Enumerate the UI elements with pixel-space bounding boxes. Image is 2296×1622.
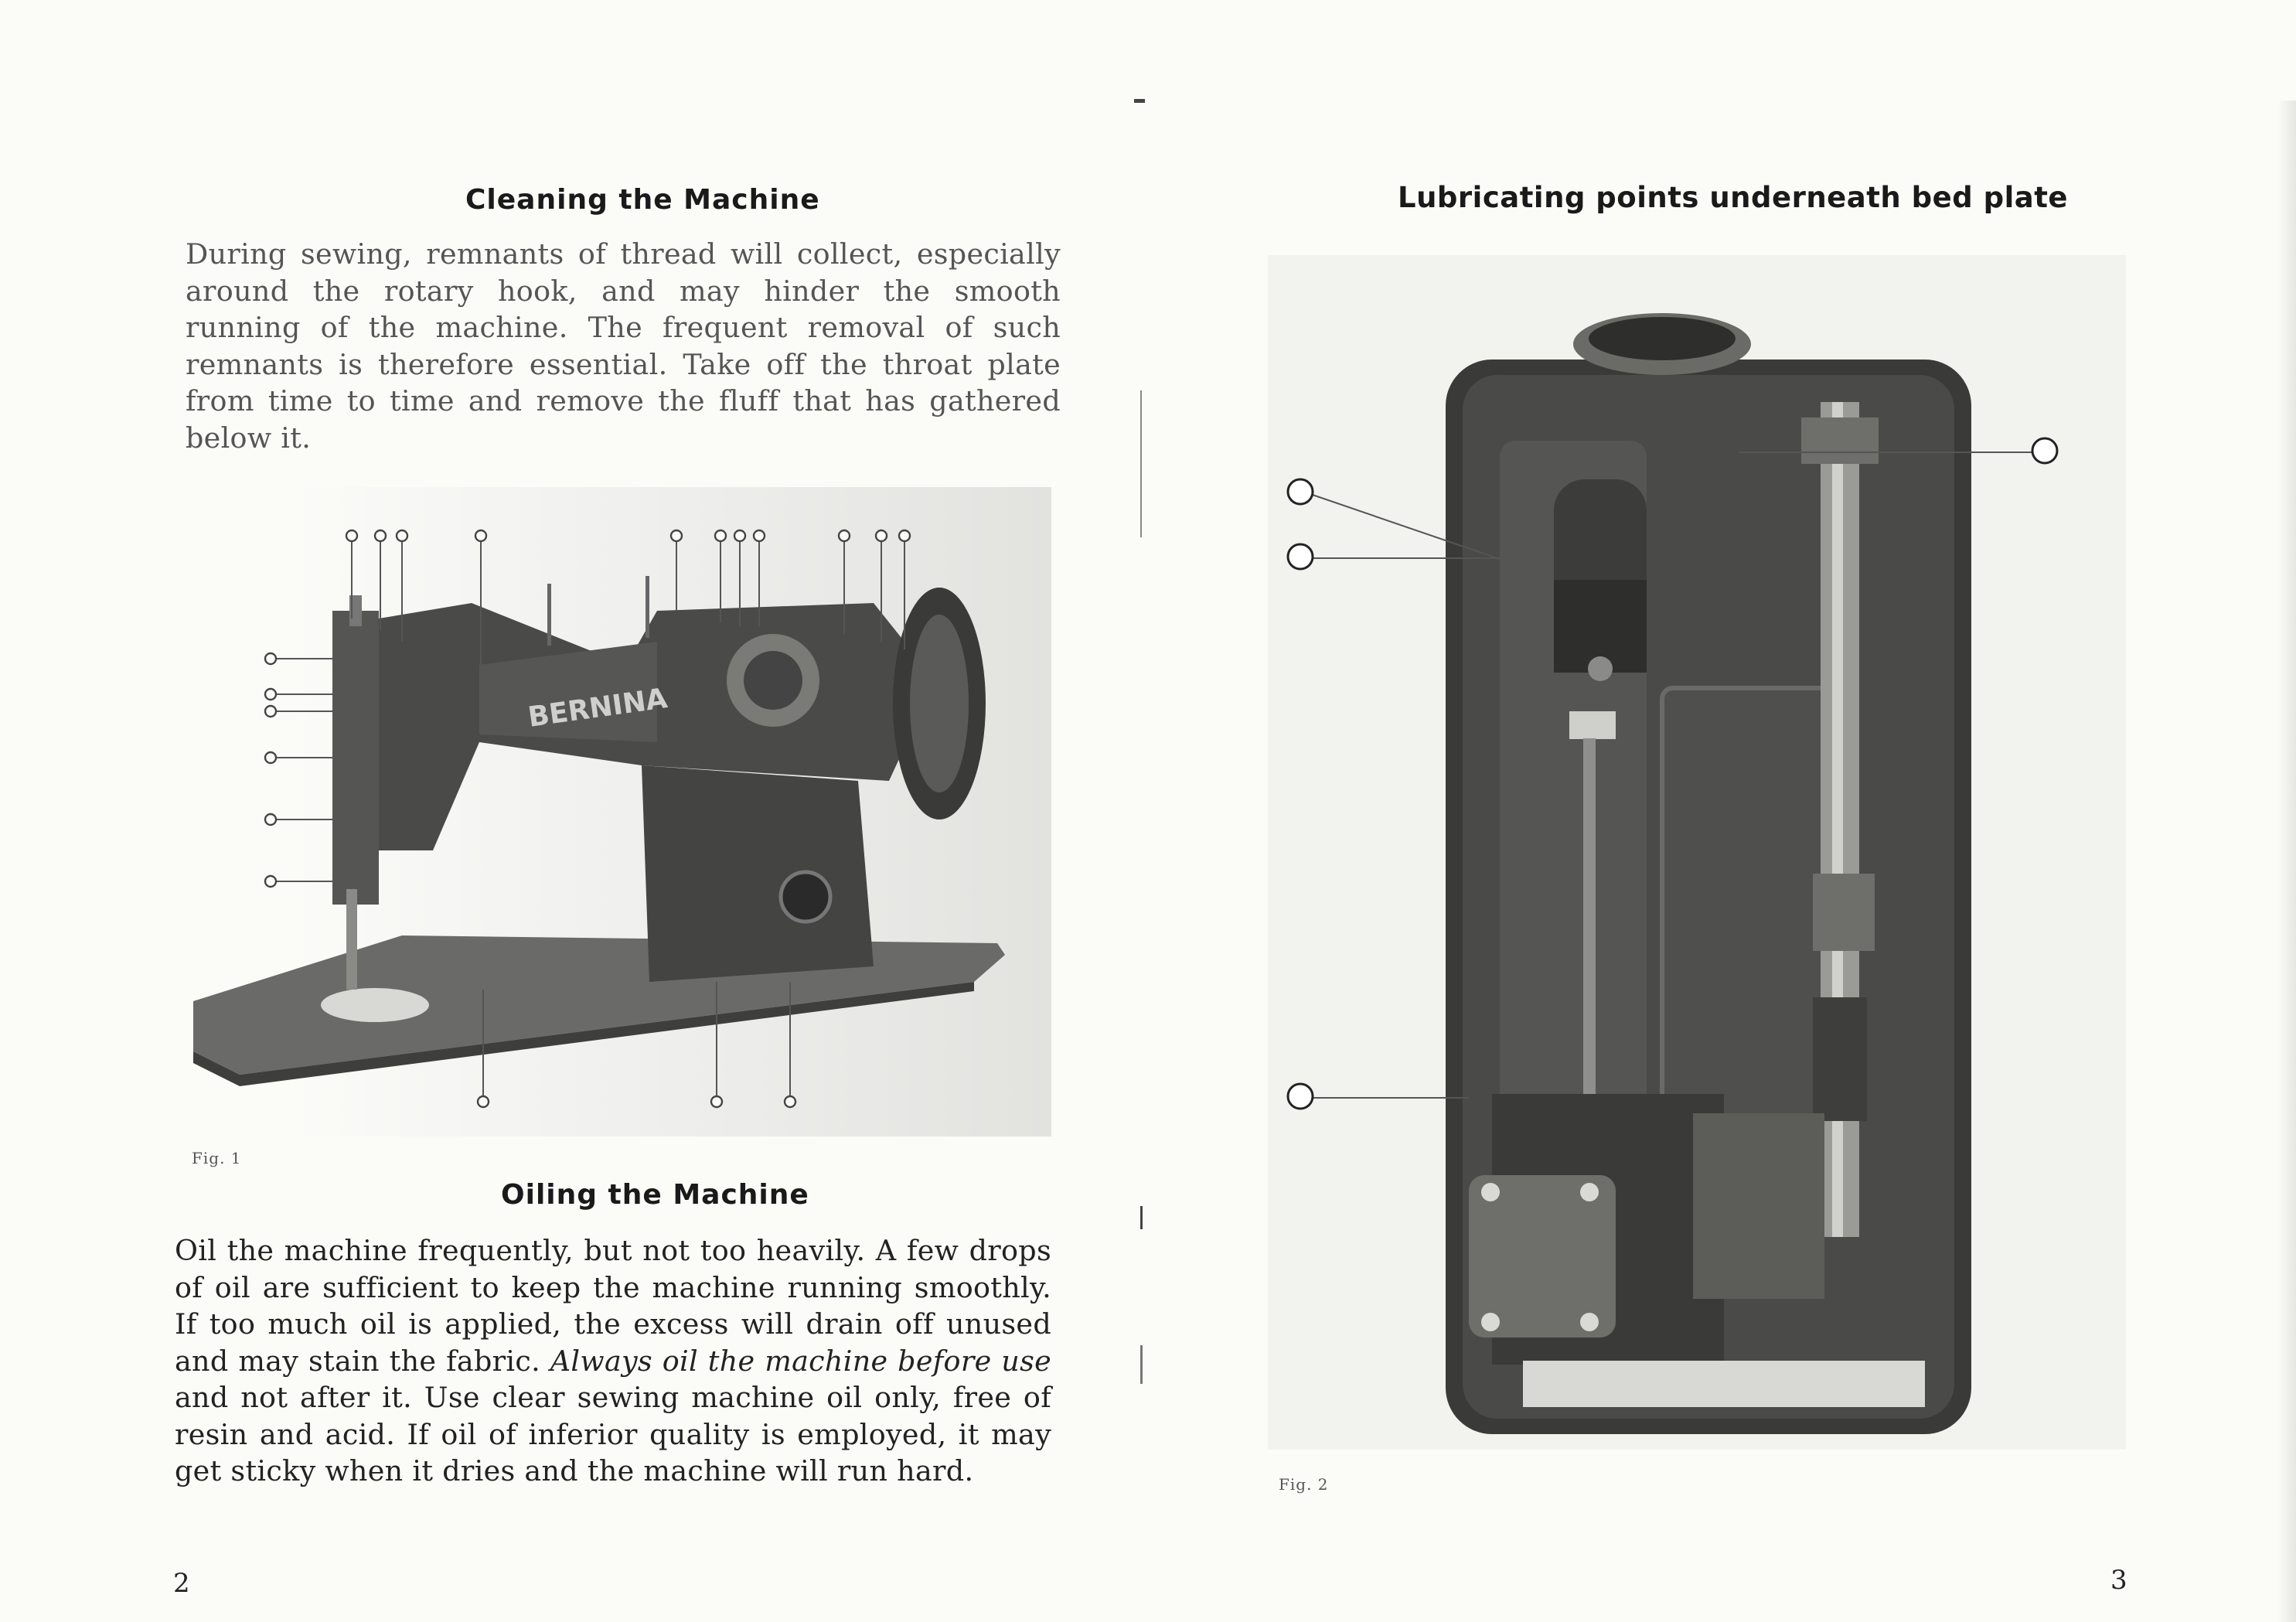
oiling-text-emphasis: Always oil the machine before use [550, 1344, 1052, 1378]
figure-1-machine [178, 487, 1051, 1136]
cleaning-heading: Cleaning the Machine [465, 184, 820, 216]
figure-2-underside [1260, 255, 2149, 1453]
oiling-text-start: Oil the machine frequently, but not too heavily. A few drops of oil are sufficient to keep the machine running smoothly. If too much oil is applied, the excess will drain off unused and may stain the fabric. [175, 1234, 1051, 1378]
throat-plate [321, 988, 429, 1022]
page-number-right: 3 [2110, 1565, 2127, 1596]
figure-2-caption: Fig. 2 [1279, 1475, 1329, 1494]
lubricating-heading: Lubricating points underneath bed plate [1398, 181, 2069, 214]
left-page [0, 0, 1136, 1622]
cleaning-paragraph: During sewing, remnants of thread will collect, especially around the rotary hook, and may hinder the smooth running of the machine. The frequent removal of such remnants is therefore essential. Take off the throat plate from time to time and remove the fluff that has gathered below it. [186, 237, 1061, 455]
figure-1-caption: Fig. 1 [192, 1149, 242, 1167]
oiling-text-end: and not after it. Use clear sewing machine oil only, free of resin and acid. If oil of inferior quality is employed, it may get sticky when it dries and the machine will run hard. [175, 1381, 1051, 1487]
brand-text: BERNINA [526, 683, 669, 734]
connecting-rod [1583, 738, 1596, 1094]
needle-bar [346, 889, 357, 990]
page-number-left: 2 [173, 1568, 190, 1599]
oiling-paragraph [175, 1232, 1051, 1490]
machine-pillar [642, 765, 874, 982]
oiling-heading: Oiling the Machine [501, 1179, 809, 1211]
right-page [1136, 0, 2296, 1622]
